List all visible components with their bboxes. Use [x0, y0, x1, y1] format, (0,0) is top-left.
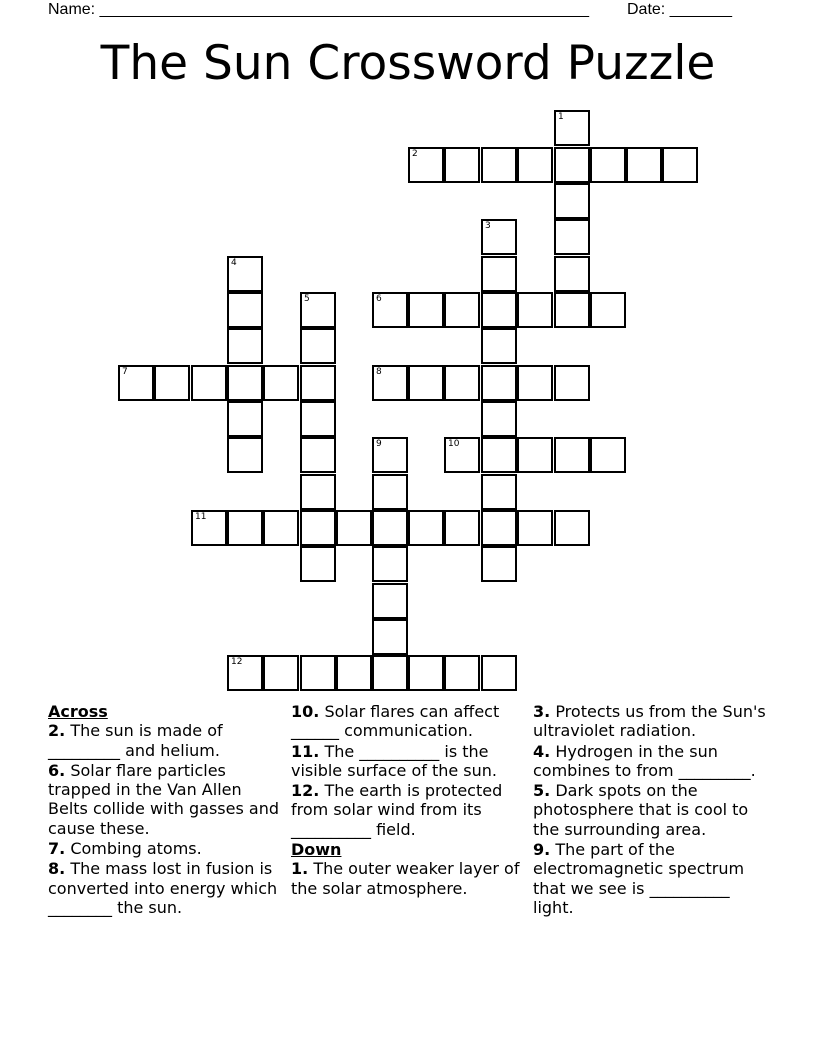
- grid-cell[interactable]: [554, 510, 590, 546]
- grid-cell[interactable]: [372, 365, 408, 401]
- grid-cell[interactable]: [554, 256, 590, 292]
- grid-cell[interactable]: [481, 655, 517, 691]
- grid-cell[interactable]: [517, 365, 553, 401]
- grid-cell[interactable]: [481, 292, 517, 328]
- grid-cell[interactable]: [300, 328, 336, 364]
- grid-cell[interactable]: [372, 619, 408, 655]
- page-title: The Sun Crossword Puzzle: [100, 36, 716, 91]
- grid-cell[interactable]: [191, 510, 227, 546]
- clue-number-label: 3: [485, 221, 491, 231]
- clue-text: The __________ is the visible surface of the sun.: [291, 741, 497, 780]
- clue-text: Hydrogen in the sun combines to from _________.: [533, 741, 756, 780]
- grid-cell[interactable]: [227, 437, 263, 473]
- grid-cell[interactable]: [517, 292, 553, 328]
- clue-text: The earth is protected from solar wind from its __________ field.: [291, 781, 503, 839]
- grid-cell[interactable]: [263, 365, 299, 401]
- grid-cell[interactable]: [554, 292, 590, 328]
- clues-column-2: [291, 702, 526, 899]
- grid-cell[interactable]: [517, 437, 553, 473]
- clue-number-label: 6: [376, 294, 382, 304]
- grid-cell[interactable]: [590, 437, 626, 473]
- clue-text: The outer weaker layer of the solar atmosphere.: [291, 859, 520, 898]
- clue-down-3: [533, 702, 773, 741]
- clue-text: The mass lost in fusion is converted into energy which ________ the sun.: [48, 859, 278, 917]
- grid-cell[interactable]: [227, 655, 263, 691]
- grid-cell[interactable]: [517, 510, 553, 546]
- grid-cell[interactable]: [227, 510, 263, 546]
- grid-cell[interactable]: [154, 365, 190, 401]
- grid-cell[interactable]: [263, 655, 299, 691]
- clue-number: 11.: [291, 741, 320, 761]
- grid-cell[interactable]: [118, 365, 154, 401]
- grid-cell[interactable]: [300, 365, 336, 401]
- clue-number: 6.: [48, 760, 66, 780]
- grid-cell[interactable]: [481, 328, 517, 364]
- grid-cell[interactable]: [408, 510, 444, 546]
- grid-cell[interactable]: [227, 256, 263, 292]
- clue-number: 12.: [291, 781, 320, 801]
- clue-across-10: [291, 702, 526, 741]
- grid-cell[interactable]: [554, 183, 590, 219]
- clue-number: 5.: [533, 781, 551, 801]
- clue-number-label: 2: [412, 149, 418, 159]
- clue-number: 4.: [533, 741, 551, 761]
- clue-down-9: [533, 840, 773, 917]
- clue-across-8: [48, 859, 283, 917]
- grid-cell[interactable]: [372, 510, 408, 546]
- clue-number-label: 11: [195, 512, 207, 522]
- grid-cell[interactable]: [481, 546, 517, 582]
- grid-cell[interactable]: [372, 583, 408, 619]
- clue-number-label: 8: [376, 367, 382, 377]
- clue-text: Solar flares can affect ______ communication.: [291, 702, 500, 741]
- grid-cell[interactable]: [444, 655, 480, 691]
- grid-cell[interactable]: [300, 401, 336, 437]
- grid-cell[interactable]: [227, 292, 263, 328]
- clue-number: 8.: [48, 859, 66, 879]
- clue-down-1: [291, 859, 526, 898]
- clue-number: 1.: [291, 859, 309, 879]
- grid-cell[interactable]: [444, 147, 480, 183]
- grid-cell[interactable]: [408, 147, 444, 183]
- clue-text: Combing atoms.: [70, 839, 202, 859]
- grid-cell[interactable]: [408, 292, 444, 328]
- grid-cell[interactable]: [372, 292, 408, 328]
- name-field-line: Name: _______________________________________________________: [48, 1, 589, 18]
- grid-cell[interactable]: [481, 401, 517, 437]
- clue-number: 9.: [533, 840, 551, 860]
- grid-cell[interactable]: [300, 546, 336, 582]
- grid-cell[interactable]: [227, 365, 263, 401]
- grid-cell[interactable]: [372, 474, 408, 510]
- grid-cell[interactable]: [444, 292, 480, 328]
- grid-cell[interactable]: [481, 147, 517, 183]
- clue-number-label: 12: [231, 657, 243, 667]
- grid-cell[interactable]: [554, 365, 590, 401]
- clue-text: Protects us from the Sun's ultraviolet radiation.: [533, 702, 766, 741]
- clue-across-12: [291, 781, 526, 839]
- clue-number-label: 9: [376, 439, 382, 449]
- clue-down-4: [533, 742, 773, 781]
- grid-cell[interactable]: [300, 437, 336, 473]
- grid-cell[interactable]: [300, 292, 336, 328]
- clue-text: Dark spots on the photosphere that is cool to the surrounding area.: [533, 781, 749, 839]
- across-heading: Across: [48, 702, 108, 721]
- grid-cell[interactable]: [554, 110, 590, 146]
- clues-column-3: [533, 702, 773, 918]
- clue-number: 7.: [48, 839, 66, 859]
- grid-cell[interactable]: [408, 655, 444, 691]
- grid-cell[interactable]: [481, 510, 517, 546]
- grid-cell[interactable]: [481, 365, 517, 401]
- clue-down-5: [533, 781, 773, 839]
- clue-number-label: 7: [122, 367, 128, 377]
- grid-cell[interactable]: [191, 365, 227, 401]
- grid-cell[interactable]: [336, 655, 372, 691]
- clue-number-label: 1: [558, 112, 564, 122]
- grid-cell[interactable]: [372, 546, 408, 582]
- clue-number-label: 4: [231, 258, 237, 268]
- grid-cell[interactable]: [481, 219, 517, 255]
- grid-cell[interactable]: [444, 365, 480, 401]
- grid-cell[interactable]: [372, 655, 408, 691]
- grid-cell[interactable]: [300, 474, 336, 510]
- grid-cell[interactable]: [517, 147, 553, 183]
- clue-number-label: 5: [304, 294, 310, 304]
- grid-cell[interactable]: [481, 256, 517, 292]
- grid-cell[interactable]: [554, 219, 590, 255]
- grid-cell[interactable]: [300, 510, 336, 546]
- grid-cell[interactable]: [481, 437, 517, 473]
- down-heading: Down: [291, 840, 342, 860]
- grid-cell[interactable]: [444, 437, 480, 473]
- clue-across-7: [48, 839, 283, 858]
- clue-across-2: [48, 721, 283, 760]
- grid-cell[interactable]: [554, 437, 590, 473]
- clue-text: Solar flare particles trapped in the Van Allen Belts collide with gasses and cause these.: [48, 760, 279, 838]
- grid-cell[interactable]: [336, 510, 372, 546]
- clue-text: The sun is made of _________ and helium.: [48, 721, 223, 760]
- grid-cell[interactable]: [662, 147, 698, 183]
- date-field-line: Date: _______: [627, 1, 732, 18]
- clue-text: The part of the electromagnetic spectrum that we see is __________ light.: [533, 840, 745, 917]
- grid-cell[interactable]: [300, 655, 336, 691]
- grid-cell[interactable]: [590, 147, 626, 183]
- grid-cell[interactable]: [481, 474, 517, 510]
- grid-cell[interactable]: [227, 328, 263, 364]
- grid-cell[interactable]: [554, 147, 590, 183]
- clue-number: 10.: [291, 702, 320, 721]
- grid-cell[interactable]: [263, 510, 299, 546]
- clue-across-6: [48, 761, 283, 838]
- clue-across-11: [291, 742, 526, 781]
- grid-cell[interactable]: [590, 292, 626, 328]
- clues-column-1: [48, 702, 283, 918]
- grid-cell[interactable]: [444, 510, 480, 546]
- grid-cell[interactable]: [626, 147, 662, 183]
- clue-number: 2.: [48, 721, 66, 741]
- clue-number: 3.: [533, 702, 551, 721]
- clue-number-label: 10: [448, 439, 460, 449]
- grid-cell[interactable]: [372, 437, 408, 473]
- grid-cell[interactable]: [227, 401, 263, 437]
- grid-cell[interactable]: [408, 365, 444, 401]
